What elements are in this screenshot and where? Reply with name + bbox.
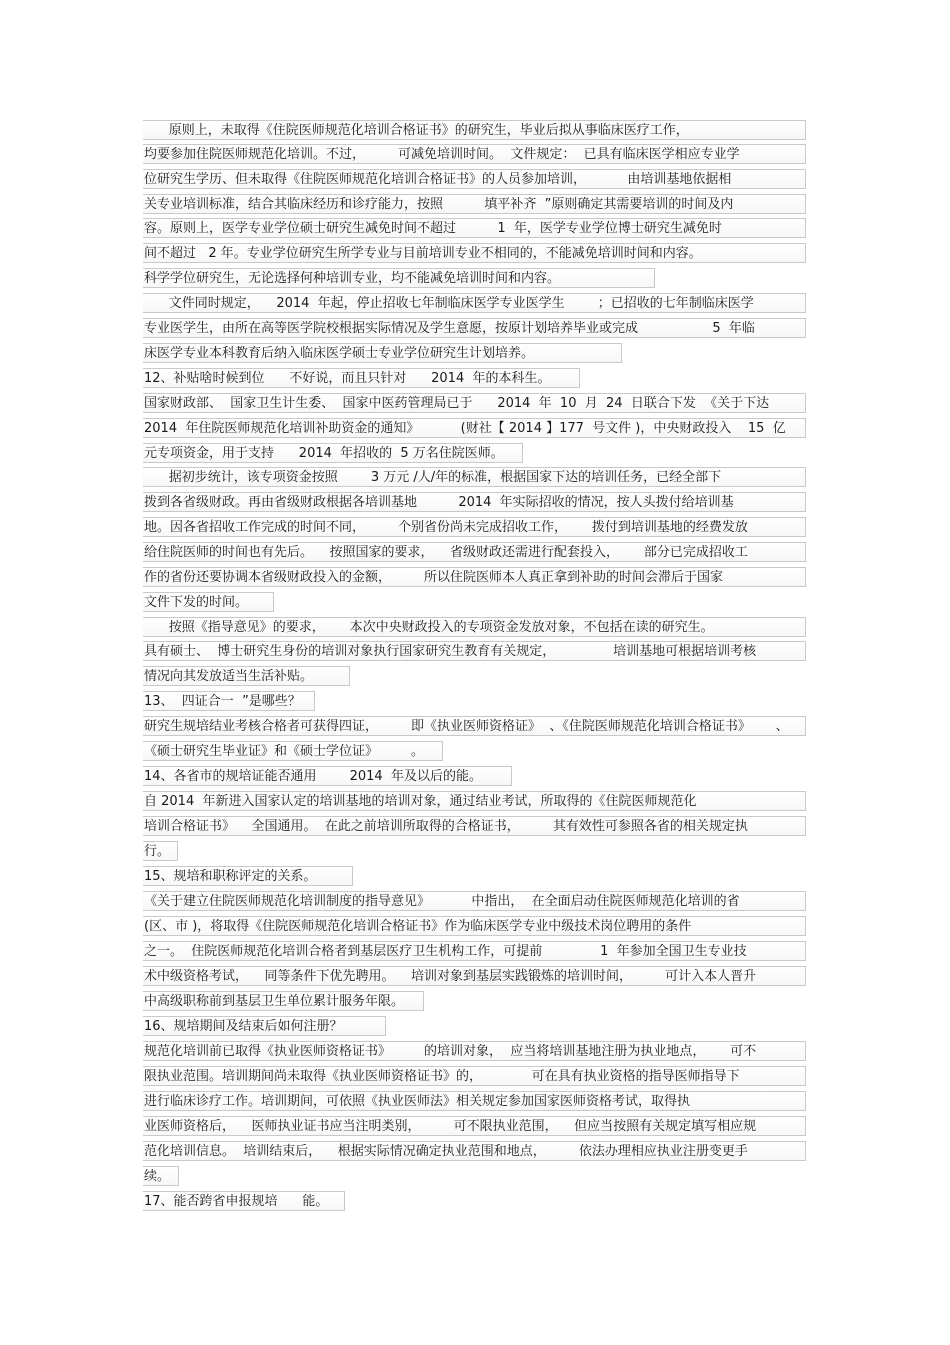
- text-line: 自 2014 年新进入国家认定的培训基地的培训对象，通过结业考试，所取得的《住院医师规范化: [143, 791, 806, 811]
- section-heading: 15、规培和职称评定的关系。: [143, 866, 353, 886]
- text-line: 科学学位研究生，无论选择何种培训专业，均不能减免培训时间和内容。: [143, 268, 655, 288]
- text-line: 文件下发的时间。: [143, 592, 274, 612]
- text-line: 元专项资金，用于支持 2014 年招收的 5 万名住院医师。: [143, 443, 523, 463]
- section-heading: 17、能否跨省申报规培 能。: [143, 1191, 345, 1211]
- section-heading: 12、补贴啥时候到位 不好说，而且只针对 2014 年的本科生。: [143, 368, 580, 388]
- text-line: 规范化培训前已取得《执业医师资格证书》 的培训对象， 应当将培训基地注册为执业地点， 可不: [143, 1041, 806, 1061]
- text-line: 术中级资格考试， 同等条件下优先聘用。 培训对象到基层实践锻炼的培训时间， 可计入本人晋升: [143, 966, 806, 986]
- section-heading: 14、各省市的规培证能否通用 2014 年及以后的能。: [143, 766, 512, 786]
- text-line: 具有硕士、 博士研究生身份的培训对象执行国家研究生教育有关规定， 培训基地可根据培训考核: [143, 641, 806, 661]
- text-line: 文件同时规定， 2014 年起，停止招收七年制临床医学专业医学生 ；已招收的七年制临床医学: [143, 293, 806, 313]
- text-line: 容。原则上，医学专业学位硕士研究生减免时间不超过 1 年，医学专业学位博士研究生减免时: [143, 218, 806, 238]
- text-line: 行。: [143, 841, 178, 861]
- text-line: 位研究生学历、但未取得《住院医师规范化培训合格证书》的人员参加培训， 由培训基地依据相: [143, 169, 806, 189]
- text-line: 《硕士研究生毕业证》和《硕士学位证》 。: [143, 741, 443, 761]
- text-line: 均要参加住院医师规范化培训。不过， 可减免培训时间。 文件规定： 已具有临床医学相应专业学: [143, 144, 806, 164]
- text-line: 之一。 住院医师规范化培训合格者到基层医疗卫生机构工作，可提前 1 年参加全国卫生专业技: [143, 941, 806, 961]
- text-line: 间不超过 2 年。专业学位研究生所学专业与目前培训专业不相同的，不能减免培训时间和内容。: [143, 243, 806, 263]
- text-line: 中高级职称前到基层卫生单位累计服务年限。: [143, 991, 424, 1011]
- section-heading: 16、规培期间及结束后如何注册？: [143, 1016, 386, 1036]
- text-line: 拨到各省级财政。再由省级财政根据各培训基地 2014 年实际招收的情况，按人头拨付给培训基: [143, 492, 806, 512]
- text-line: 范化培训信息。 培训结束后， 根据实际情况确定执业范围和地点， 依法办理相应执业注册变更手: [143, 1141, 806, 1161]
- text-line: 据初步统计，该专项资金按照 3 万元 /人/年的标准，根据国家下达的培训任务，已经全部下: [143, 467, 806, 487]
- text-line: (区、市 )，将取得《住院医师规范化培训合格证书》作为临床医学专业中级技术岗位聘用的条件: [143, 916, 806, 936]
- text-line: 情况向其发放适当生活补贴。: [143, 666, 350, 686]
- text-line: 业医师资格后， 医师执业证书应当注明类别， 可不限执业范围， 但应当按照有关规定填写相应规: [143, 1116, 806, 1136]
- text-line: 限执业范围。培训期间尚未取得《执业医师资格证书》的， 可在具有执业资格的指导医师指导下: [143, 1066, 806, 1086]
- text-line: 进行临床诊疗工作。培训期间，可依照《执业医师法》相关规定参加国家医师资格考试，取得执: [143, 1091, 806, 1111]
- text-line: 2014 年住院医师规范化培训补助资金的通知》 (财社【 2014 】177 号文件 )，中央财政投入 15 亿: [143, 418, 806, 438]
- text-line: 作的省份还要协调本省级财政投入的金额， 所以住院医师本人真正拿到补助的时间会滞后于国家: [143, 567, 806, 587]
- text-line: 关专业培训标准，结合其临床经历和诊疗能力，按照 填平补齐 ”原则确定其需要培训的时间及内: [143, 194, 806, 214]
- text-line: 续。: [143, 1166, 179, 1186]
- text-line: 床医学专业本科教育后纳入临床医学硕士专业学位研究生计划培养。: [143, 343, 622, 363]
- text-line: 国家财政部、 国家卫生计生委、 国家中医药管理局已于 2014 年 10 月 24 日联合下发 《关于下达: [143, 393, 806, 413]
- text-line: 给住院医师的时间也有先后。 按照国家的要求， 省级财政还需进行配套投入， 部分已完成招收工: [143, 542, 806, 562]
- text-line: 地。因各省招收工作完成的时间不同， 个别省份尚未完成招收工作， 拨付到培训基地的经费发放: [143, 517, 806, 537]
- text-line: 原则上，未取得《住院医师规范化培训合格证书》的研究生，毕业后拟从事临床医疗工作，: [143, 120, 806, 140]
- text-line: 培训合格证书》 全国通用。 在此之前培训所取得的合格证书， 其有效性可参照各省的相关规定执: [143, 816, 806, 836]
- text-line: 专业医学生，由所在高等医学院校根据实际情况及学生意愿，按原计划培养毕业或完成 5 年临: [143, 318, 806, 338]
- text-line: 按照《指导意见》的要求， 本次中央财政投入的专项资金发放对象，不包括在读的研究生。: [143, 617, 806, 637]
- text-line: 《关于建立住院医师规范化培训制度的指导意见》 中指出， 在全面启动住院医师规范化培训的省: [143, 891, 806, 911]
- text-line: 研究生规培结业考核合格者可获得四证， 即《执业医师资格证》 、《住院医师规范化培训合格证书》 、: [143, 716, 806, 736]
- section-heading: 13、 四证合一 ”是哪些？: [143, 691, 315, 711]
